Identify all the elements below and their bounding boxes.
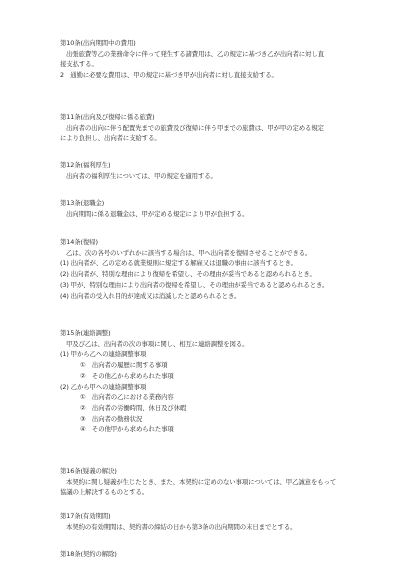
article-block xyxy=(60,198,380,219)
article-heading: 第16条(疑義の解決) xyxy=(60,467,117,475)
article-line: 出向者の出向に伴う配置先までの旅費及び復帰に伴う甲までの旅費は、甲が甲の定める規定 xyxy=(66,123,324,132)
article-line: 出向期間に係る退職金は、甲が定める規定により甲が負担する。 xyxy=(66,209,249,218)
article-line: 本契約に関し疑義が生じたとき、また、本契約に定めのない事項については、甲乙誠意をもって xyxy=(66,477,337,486)
article-line: 接支払する。 xyxy=(60,60,98,69)
article-line: により負担し、出向者に支給する。 xyxy=(60,134,161,143)
article-block xyxy=(60,549,380,560)
article-line: (4) 出向者の受入れ目的が達成又は消滅したと認められるとき。 xyxy=(60,291,241,300)
article-heading: 第14条(復帰) xyxy=(60,238,98,246)
article-block xyxy=(60,160,380,181)
article-heading: 第12条(福利厚生) xyxy=(60,161,111,169)
article-block xyxy=(60,237,380,301)
article-heading: 第13条(退職金) xyxy=(60,199,105,207)
article-line: 本契約の有効期間は、契約書の締結の日から第3条の出向期間の末日までとする。 xyxy=(66,522,297,531)
article-line: (2) 乙から甲への連絡調整事項 xyxy=(60,382,147,391)
article-line: 出張旅費等乙の業務命令に伴って発生する諸費用は、乙の規定に基づき乙が出向者に対し直 xyxy=(66,49,324,58)
article-block xyxy=(60,511,380,532)
article-line: 2 通勤に必要な費用は、甲の規定に基づき甲が出向者に対し直接支給する。 xyxy=(60,71,278,80)
article-heading: 第18条(契約の解除) xyxy=(60,550,117,558)
article-line: 甲及び乙は、出向者の次の事項に関し、相互に連絡調整を図る。 xyxy=(66,339,249,348)
article-line: ① 出向者の履歴に関する事項 xyxy=(80,361,168,370)
article-block xyxy=(60,328,380,435)
article-block xyxy=(60,112,380,144)
article-block xyxy=(60,38,380,81)
article-line: (2) 出向者が、特別な理由により復帰を希望し、その理由が妥当であると認められるとき。 xyxy=(60,270,316,279)
article-line: (3) 甲が、特別な理由により出向者の復帰を希望し、その理由が妥当であると認められるとき。 xyxy=(60,280,329,289)
article-heading: 第11条(出向及び復帰に係る旅費) xyxy=(60,113,155,121)
article-line: ② その他乙から求められた事項 xyxy=(80,371,174,380)
article-line: ④ その他甲から求められた事項 xyxy=(80,425,174,434)
article-line: 出向者の福利厚生については、甲の規定を適用する。 xyxy=(66,171,217,180)
article-block xyxy=(60,466,380,498)
article-line: ③ 出向者の勤務状況 xyxy=(80,414,143,423)
article-heading: 第10条(出向期間中の費用) xyxy=(60,39,136,47)
article-heading: 第15条(連絡調整) xyxy=(60,329,111,337)
article-line: 協議の上解決するものとする。 xyxy=(60,488,149,497)
article-line: ① 出向者の乙における業務内容 xyxy=(80,393,174,402)
article-heading: 第17条(有効期間) xyxy=(60,512,111,520)
article-line: ② 出向者の労働時間、休日及び休暇 xyxy=(80,403,187,412)
article-line: (1) 出向者が、乙の定める就業規則に規定する解雇又は退職の事由に該当するとき。 xyxy=(60,259,297,268)
article-line: 乙は、次の各号のいずれかに該当する場合は、甲へ出向者を復帰させることができる。 xyxy=(66,248,312,257)
article-line: (1) 甲から乙への連絡調整事項 xyxy=(60,350,147,359)
